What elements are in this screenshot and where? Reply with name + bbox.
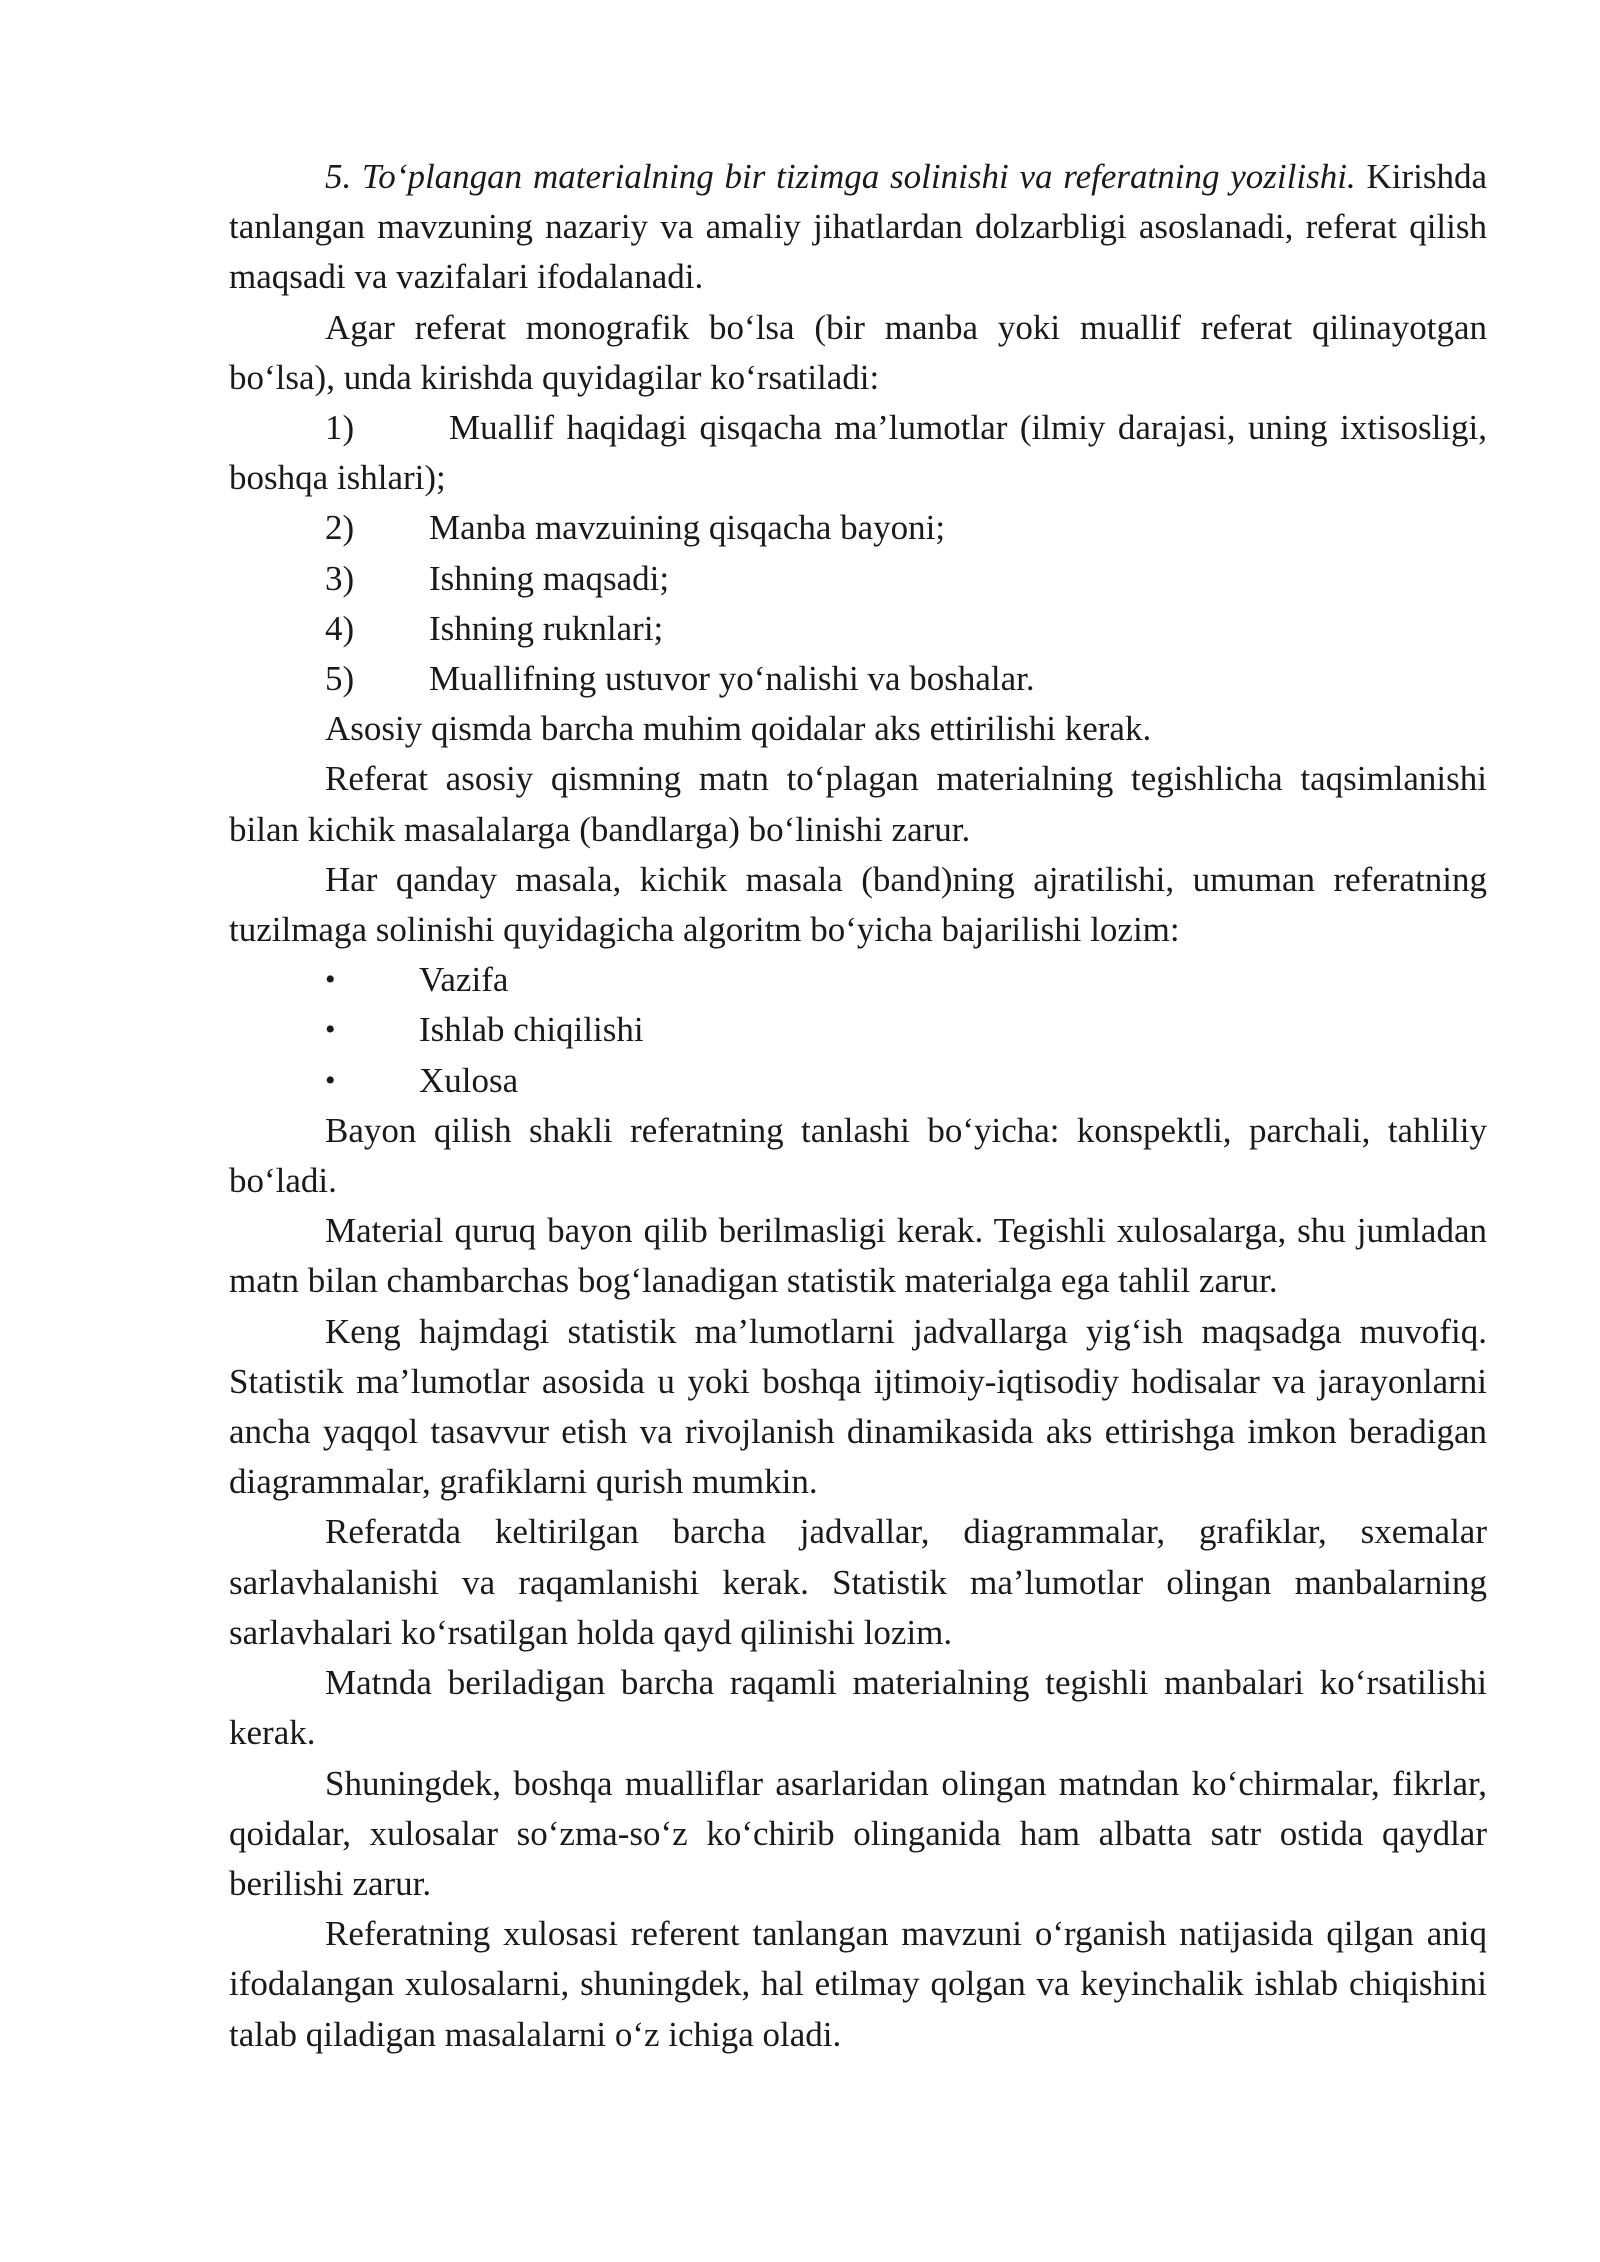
document-page [229,152,1487,2060]
bullet-item-text: Xulosa [419,1060,519,1100]
numbered-list-item [229,403,1487,503]
list-number: 1) [325,408,355,448]
bullet-icon: • [325,1063,336,1097]
division-paragraph: Referat asosiy qismning matn to‘plagan materialning tegishlicha taqsimlanishi bilan kichik masalalarga (bandlarga) bo‘linishi zarur. [229,759,1487,849]
numbered-list-item [229,604,1487,654]
list-item-text: Ishning maqsadi; [429,558,670,598]
form-paragraph: Bayon qilish shakli referatning tanlashi bo‘yicha: konspektli, parchali, tahliliy bo‘ladi. [229,1110,1487,1201]
bullet-icon: • [325,963,336,997]
bullet-item-text: Ishlab chiqilishi [419,1010,644,1050]
list-item-text: Manba mavzuining qisqacha bayoni; [429,508,946,548]
bullet-icon: • [325,1013,336,1047]
numbered-list-item [229,554,1487,604]
list-number: 2) [325,508,355,548]
bullet-item-text: Vazifa [419,960,509,1000]
list-item-text: Muallifning ustuvor yo‘nalishi va boshalar. [429,659,1035,699]
list-number: 4) [325,608,355,648]
monograph-paragraph: Agar referat monografik bo‘lsa (bir manba yoki muallif referat qilinayotgan bo‘lsa), unda kirishda quyidagilar ko‘rsatiladi: [229,307,1487,397]
main-part-paragraph: Asosiy qismda barcha muhim qoidalar aks ettirilishi kerak. [325,709,1152,749]
list-item-text: Ishning ruknlari; [429,608,664,648]
numbered-list-item [229,503,1487,553]
intro-text: Kirishda tanlangan mavzuning nazariy va amaliy jihatlardan dolzarbligi asoslanadi, referat qilish maqsadi va vazifalari ifodalanadi. [229,157,1488,297]
material-paragraph: Material quruq bayon qilib berilmasligi kerak. Tegishli xulosalarga, shu jumladan matn bilan chambarchas bog‘lanadigan statistik materialga ega tahlil zarur. [229,1211,1487,1301]
list-number: 5) [325,659,355,699]
bullet-list-item [229,955,1487,1005]
quotes-paragraph: Shuningdek, boshqa mualliflar asarlaridan olingan matndan ko‘chirmalar, fikrlar, qoidalar, xulosalar so‘zma-so‘z ko‘chirib olinganida ham albatta satr ostida qaydlar berilishi zarur. [229,1763,1487,1903]
numeric-sources-paragraph: Matnda beriladigan barcha raqamli materialning tegishli manbalari ko‘rsatilishi kerak. [229,1663,1487,1753]
statistics-paragraph: Keng hajmdagi statistik ma’lumotlarni jadvallarga yig‘ish maqsadga muvofiq. Statistik ma’lumotlar asosida u yoki boshqa ijtimoiy-iqtisodiy hodisalar va jarayonlarni ancha yaqqol tasavvur etish va rivojlanish dinamikasida aks ettirishga imkon beradigan diagrammalar, grafiklarni qurish mumkin. [229,1311,1487,1502]
bullet-list-item [229,1056,1487,1106]
list-number: 3) [325,558,355,598]
list-item-text: Muallif haqidagi qisqacha ma’lumotlar (ilmiy darajasi, uning ixtisosligi, boshqa ishlari); [229,408,1487,498]
numbered-list-item [229,654,1487,704]
tables-paragraph: Referatda keltirilgan barcha jadvallar, diagrammalar, grafiklar, sxemalar sarlavhalanishi va raqamlanishi kerak. Statistik ma’lumotlar olingan manbalarning sarlavhalari ko‘rsatilgan holda qayd qilinishi lozim. [229,1512,1487,1652]
algorithm-paragraph: Har qanday masala, kichik masala (band)ning ajratilishi, umuman referatning tuzilmaga solinishi quyidagicha algoritm bo‘yicha bajarilishi lozim: [229,859,1487,950]
section-heading: 5. To‘plangan materialning bir tizimga solinishi va referatning yozilishi. [325,157,1356,196]
conclusion-paragraph: Referatning xulosasi referent tanlangan mavzuni o‘rganish natijasida qilgan aniq ifodalangan xulosalarni, shuningdek, hal etilmay qolgan va keyinchalik ishlab chiqishini talab qiladigan masalalarni o‘z ichiga oladi. [229,1914,1487,2054]
bullet-list-item [229,1005,1487,1055]
intro-paragraph [229,152,1487,303]
